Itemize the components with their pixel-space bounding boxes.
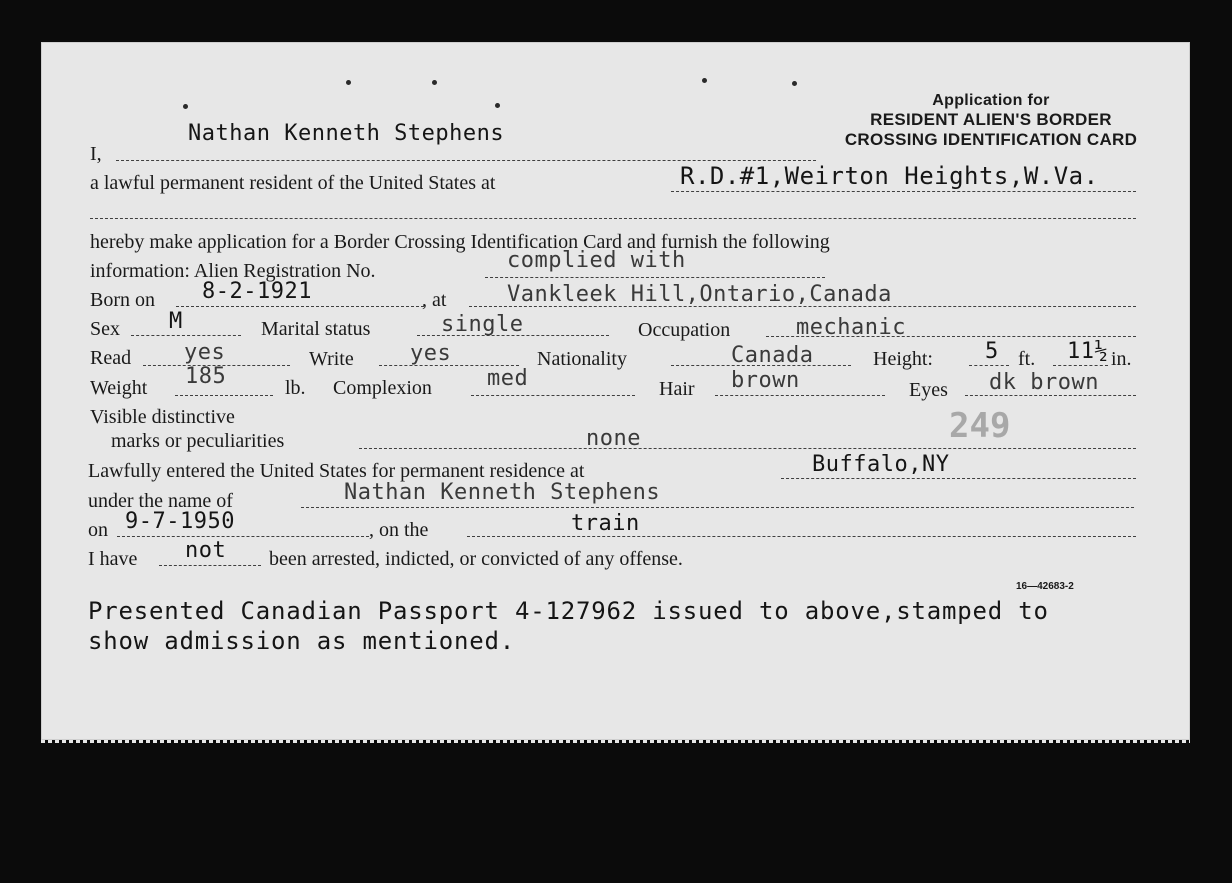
label-read: Read [90, 347, 132, 369]
field-occupation: mechanic [796, 315, 906, 340]
name-line [116, 160, 816, 161]
marks-line [359, 448, 1136, 449]
sex-line [131, 335, 241, 336]
field-arrested: not [185, 538, 227, 563]
field-hair: brown [731, 368, 800, 393]
label-lb: lb. [285, 377, 306, 399]
height-ft-line [969, 365, 1009, 366]
field-marital-status: single [441, 312, 524, 337]
label-lawfully-entered: Lawfully entered the United States for permanent residence at [88, 460, 585, 482]
field-conveyance: train [571, 511, 640, 536]
eyes-line [965, 395, 1136, 396]
complexion-line [471, 395, 635, 396]
conveyance-line [467, 536, 1136, 537]
ink-speck [183, 104, 188, 109]
port-line [781, 478, 1136, 479]
field-read: yes [184, 340, 226, 365]
ink-speck [346, 80, 351, 85]
field-complexion: med [487, 366, 529, 391]
label-weight: Weight [90, 377, 148, 399]
label-nationality: Nationality [537, 348, 627, 370]
label-complexion: Complexion [333, 377, 432, 399]
field-entry-name: Nathan Kenneth Stephens [344, 480, 661, 505]
field-sex: M [169, 309, 183, 334]
label-sex: Sex [90, 318, 120, 340]
remarks-line-2: show admission as mentioned. [88, 627, 515, 655]
label-under-name: under the name of [88, 490, 233, 512]
label-born-on: Born on [90, 289, 155, 311]
hair-line [715, 395, 885, 396]
label-hereby: hereby make application for a Border Crossing Identification Card and furnish the following [90, 231, 830, 253]
label-alien-registration: information: Alien Registration No. [90, 260, 376, 282]
field-born-place: Vankleek Hill,Ontario,Canada [507, 282, 892, 307]
field-entry-date: 9-7-1950 [125, 509, 235, 534]
height-in-line [1053, 365, 1108, 366]
entry-date-line [117, 536, 369, 537]
form-number: 16—42683-2 [1016, 581, 1074, 592]
field-nationality: Canada [731, 343, 814, 368]
field-port-of-entry: Buffalo,NY [812, 452, 950, 477]
field-address: R.D.#1,Weirton Heights,W.Va. [680, 162, 1099, 190]
label-ft: ft. [1018, 348, 1036, 370]
label-eyes: Eyes [909, 379, 948, 401]
border-crossing-card [41, 42, 1190, 740]
form-header [826, 92, 1156, 150]
label-arrested-statement: been arrested, indicted, or convicted of any offense. [269, 548, 683, 570]
ink-speck [432, 80, 437, 85]
label-write: Write [309, 348, 354, 370]
entry-name-line [301, 507, 1134, 508]
label-i-have: I have [88, 548, 138, 570]
header-line-1: Application for [932, 92, 1050, 109]
alien-reg-line [485, 277, 825, 278]
field-weight: 185 [185, 364, 227, 389]
ink-speck [792, 81, 797, 86]
label-occupation: Occupation [638, 319, 731, 341]
label-on: on [88, 519, 108, 541]
label-height: Height: [873, 348, 933, 370]
label-in: in. [1111, 348, 1132, 370]
label-i: I, [90, 143, 102, 165]
label-on-the: , on the [369, 519, 429, 541]
ink-speck [702, 78, 707, 83]
born-date-line [176, 306, 424, 307]
field-name: Nathan Kenneth Stephens [188, 121, 505, 146]
label-at: , at [422, 289, 447, 311]
field-born-date: 8-2-1921 [202, 279, 312, 304]
field-alien-registration: complied with [507, 248, 686, 273]
header-line-2: RESIDENT ALIEN'S BORDER [870, 110, 1112, 129]
stamp-number: 249 [949, 406, 1011, 446]
label-marks-peculiarities: marks or peculiarities [111, 430, 285, 452]
label-hair: Hair [659, 378, 695, 400]
address-line-2 [90, 218, 1136, 219]
field-height-feet: 5 [985, 339, 999, 364]
field-height-inches: 11½ [1067, 339, 1109, 364]
label-marital-status: Marital status [261, 318, 371, 340]
address-line [671, 191, 1136, 192]
remarks-line-1: Presented Canadian Passport 4-127962 issued to above,stamped to [88, 597, 1049, 625]
label-lawful-resident: a lawful permanent resident of the United States at [90, 172, 496, 194]
ink-speck [495, 103, 500, 108]
arrested-line [159, 565, 261, 566]
header-line-3: CROSSING IDENTIFICATION CARD [844, 130, 1138, 149]
field-marks: none [586, 426, 641, 451]
field-write: yes [410, 341, 452, 366]
field-eyes: dk brown [989, 370, 1099, 395]
weight-line [175, 395, 273, 396]
label-visible-distinctive: Visible distinctive [90, 406, 235, 428]
